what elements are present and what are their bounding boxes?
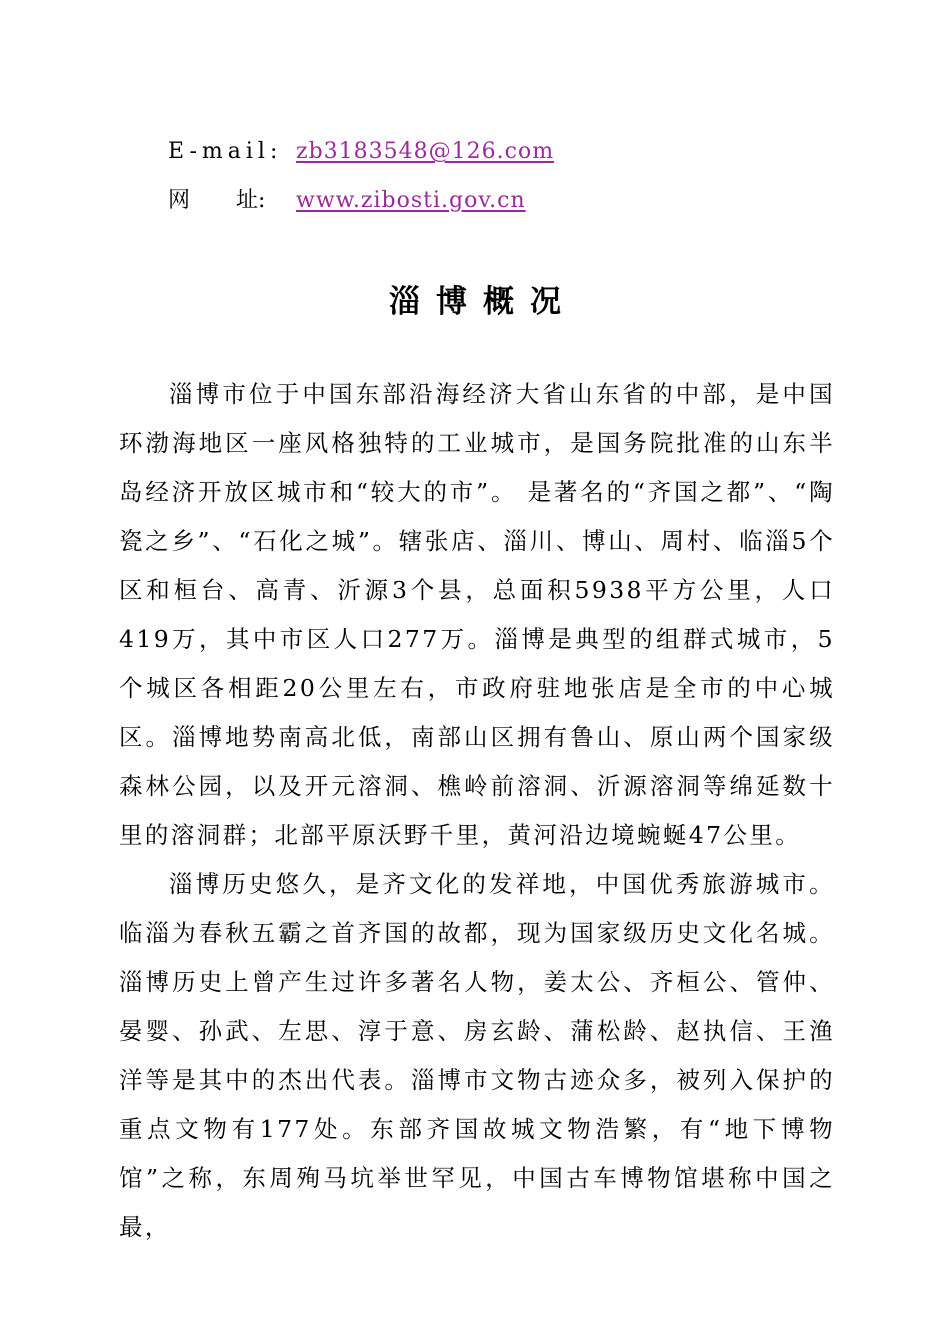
website-label-char-1: 网 bbox=[168, 188, 191, 213]
paragraph-1: 淄博市位于中国东部沿海经济大省山东省的中部，是中国环渤海地区一座风格独特的工业城市，是国务院批准的山东半岛经济开放区城市和“较大的市”。 是著名的“齐国之都”、“陶瓷之乡”、“石化之城”。辖张店、淄川、博山、周村、临淄5个区和桓台、高青、沂源3个县，总面积5938平方公里，人口419万，其中市区人口277万。淄博是典型的组群式城市，5个城区各相距20公里左右，市政府驻地张店是全市的中心城区。淄博地势南高北低，南部山区拥有鲁山、原山两个国家级森林公园，以及开元溶洞、樵岭前溶洞、沂源溶洞等绵延数十里的溶洞群；北部平原沃野千里，黄河沿边境蜿蜒47公里。 bbox=[119, 380, 835, 849]
email-label: E-mail: bbox=[168, 139, 283, 164]
website-label-char-2: 址: bbox=[236, 188, 266, 213]
website-line bbox=[168, 186, 526, 216]
page-title: 淄博概况 bbox=[389, 284, 577, 320]
email-line bbox=[168, 137, 554, 167]
website-link[interactable]: www.zibosti.gov.cn bbox=[296, 188, 526, 213]
website-label bbox=[168, 186, 296, 216]
email-link[interactable]: zb3183548@126.com bbox=[296, 139, 555, 164]
article-body bbox=[119, 370, 835, 1252]
paragraph-2: 淄博历史悠久，是齐文化的发祥地，中国优秀旅游城市。临淄为春秋五霸之首齐国的故都，现为国家级历史文化名城。淄博历史上曾产生过许多著名人物，姜太公、齐桓公、管仲、晏婴、孙武、左思、淳于意、房玄龄、蒲松龄、赵执信、王渔洋等是其中的杰出代表。淄博市文物古迹众多，被列入保护的重点文物有177处。东部齐国故城文物浩繁，有“地下博物馆”之称，东周殉马坑举世罕见，中国古车博物馆堪称中国之最， bbox=[119, 870, 835, 1241]
